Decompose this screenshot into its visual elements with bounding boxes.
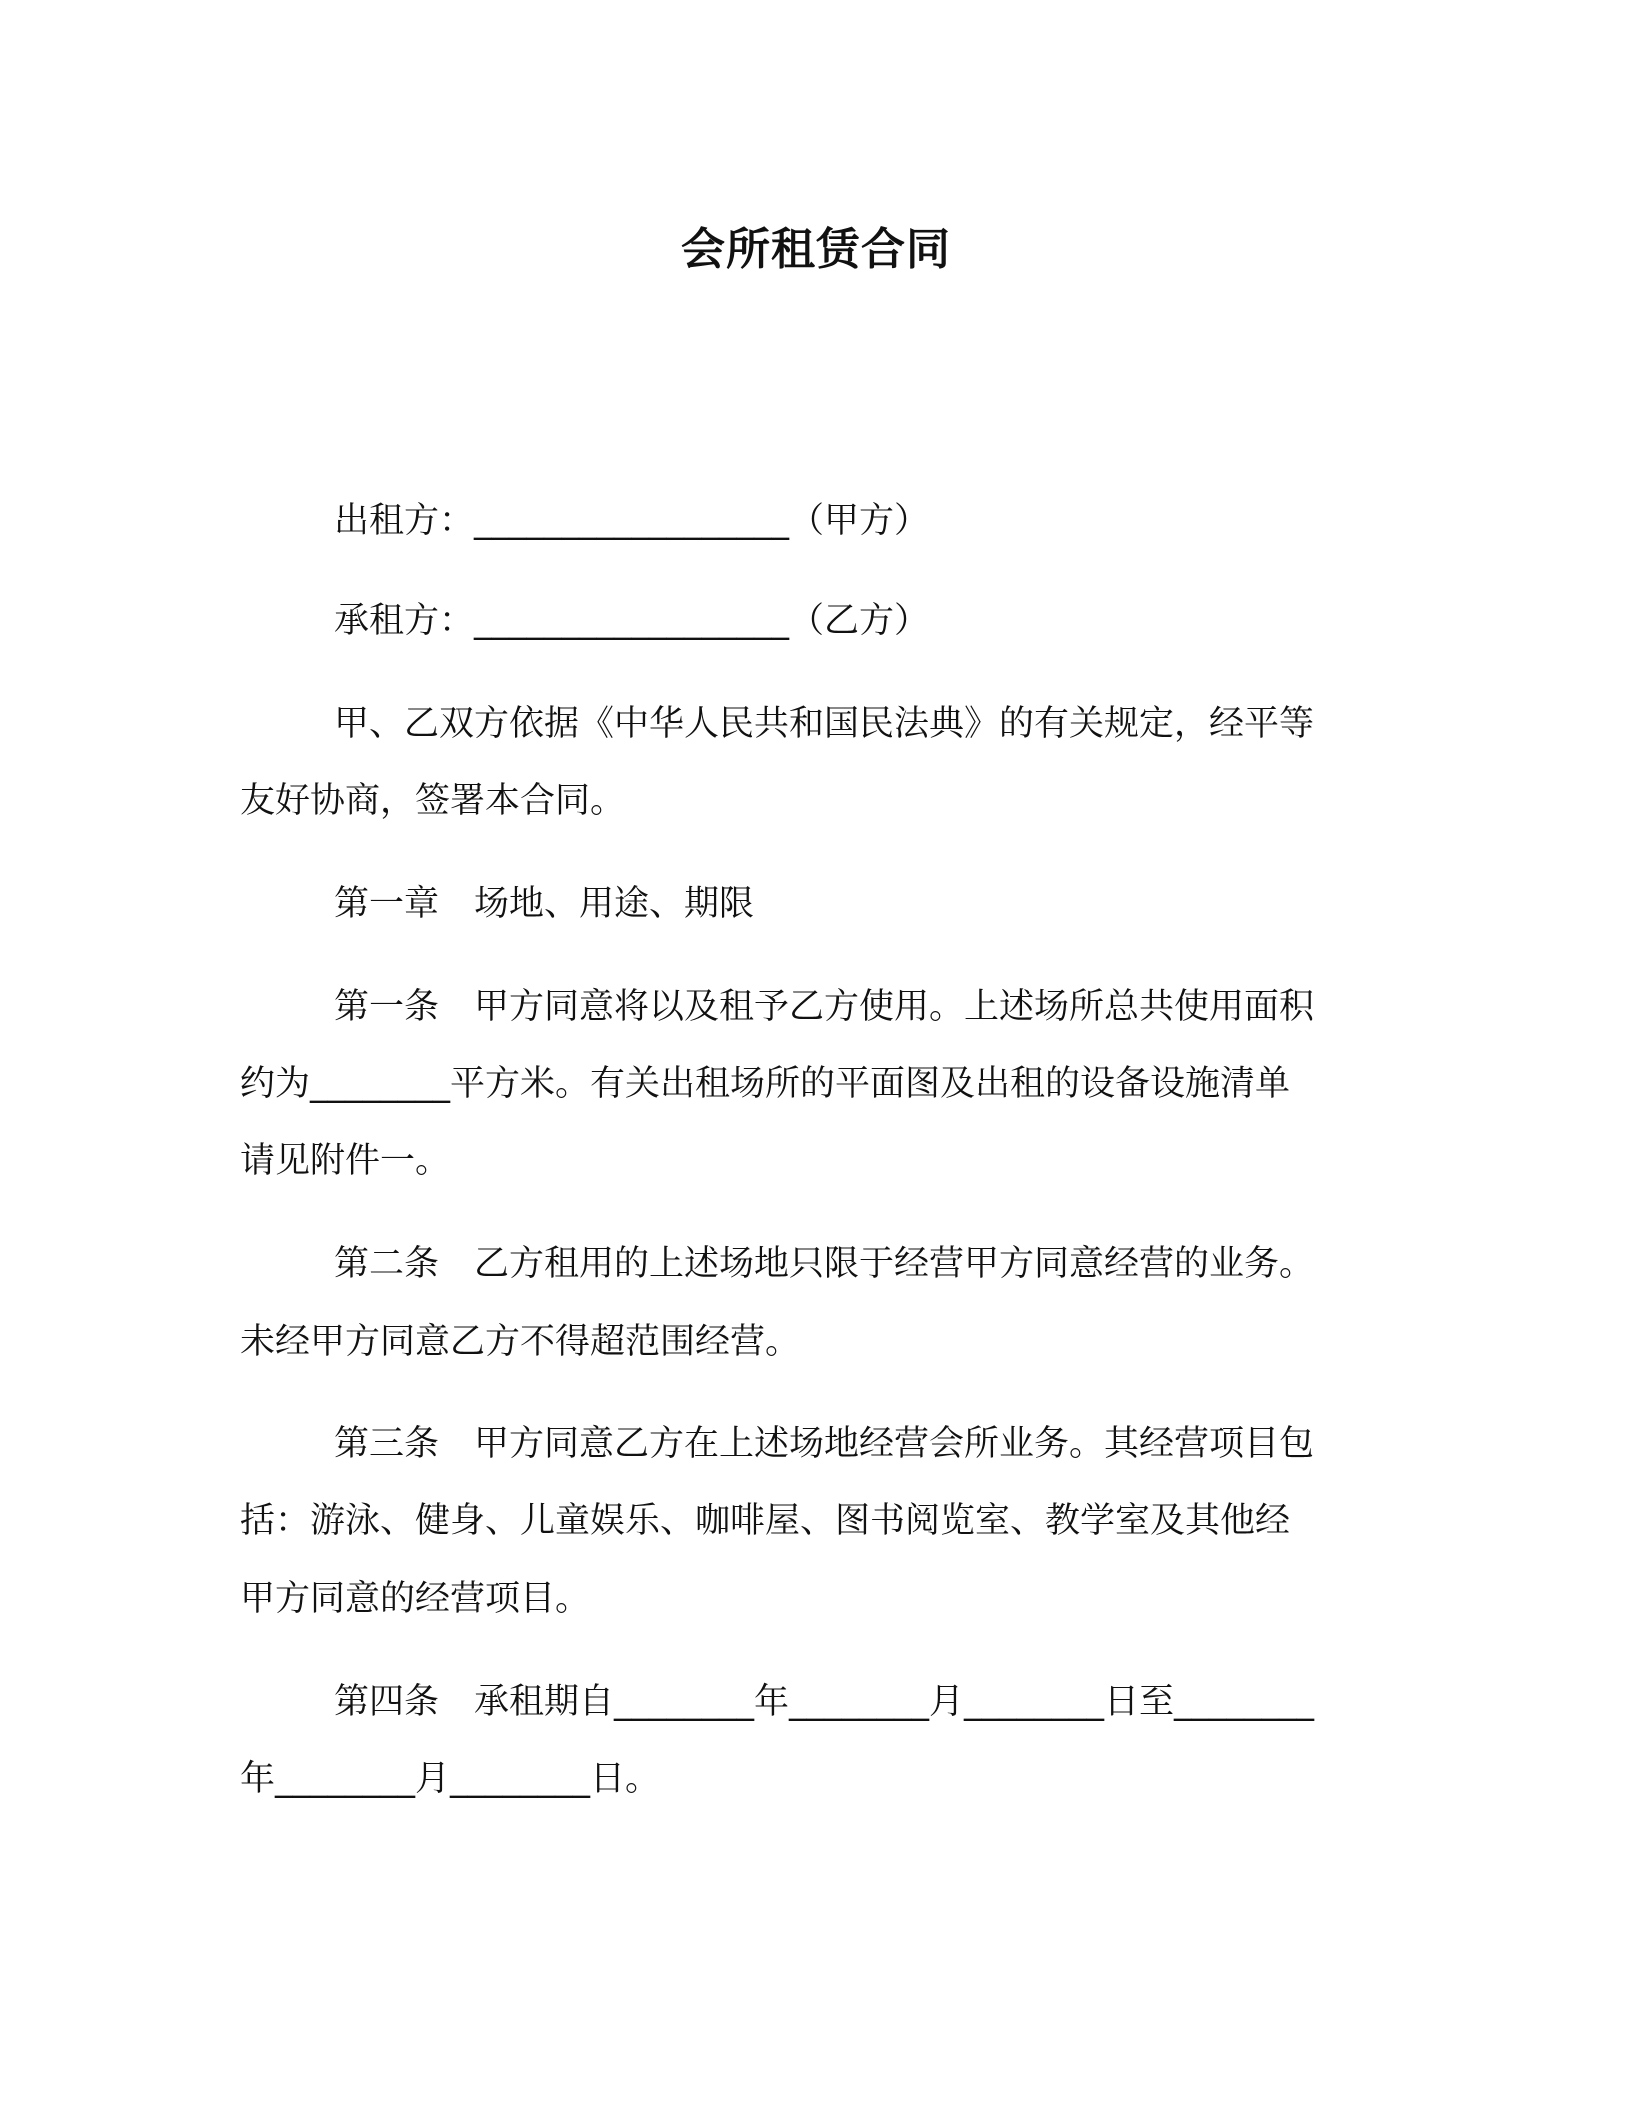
article-3-line-2: 括：游泳、健身、儿童娱乐、咖啡屋、图书阅览室、教学室及其他经 xyxy=(240,1501,1291,1541)
article-1-line-2: 约为________平方米。有关出租场所的平面图及出租的设备设施清单 xyxy=(240,1064,1291,1104)
article-3-line-1: 第三条 甲方同意乙方在上述场地经营会所业务。其经营项目包 xyxy=(334,1424,1315,1464)
article-2-line-2: 未经甲方同意乙方不得超范围经营。 xyxy=(240,1322,801,1362)
lessor-line: 出租方：__________________（甲方） xyxy=(334,501,930,541)
document-title: 会所租赁合同 xyxy=(681,224,951,275)
article-1-line-3: 请见附件一。 xyxy=(240,1141,451,1181)
article-4-line-2: 年________月________日。 xyxy=(240,1759,661,1799)
article-2-line-1: 第二条 乙方租用的上述场地只限于经营甲方同意经营的业务。 xyxy=(334,1244,1315,1284)
lessee-line: 承租方：__________________（乙方） xyxy=(334,601,930,641)
article-4-line-1: 第四条 承租期自________年________月________日至________ xyxy=(334,1682,1315,1722)
article-1-line-1: 第一条 甲方同意将以及租予乙方使用。上述场所总共使用面积 xyxy=(334,987,1315,1027)
preamble-line-2: 友好协商，签署本合同。 xyxy=(240,781,626,821)
chapter-1-heading: 第一章 场地、用途、期限 xyxy=(334,884,755,924)
preamble-line-1: 甲、乙双方依据《中华人民共和国民法典》的有关规定，经平等 xyxy=(334,704,1315,744)
article-3-line-3: 甲方同意的经营项目。 xyxy=(240,1579,591,1619)
